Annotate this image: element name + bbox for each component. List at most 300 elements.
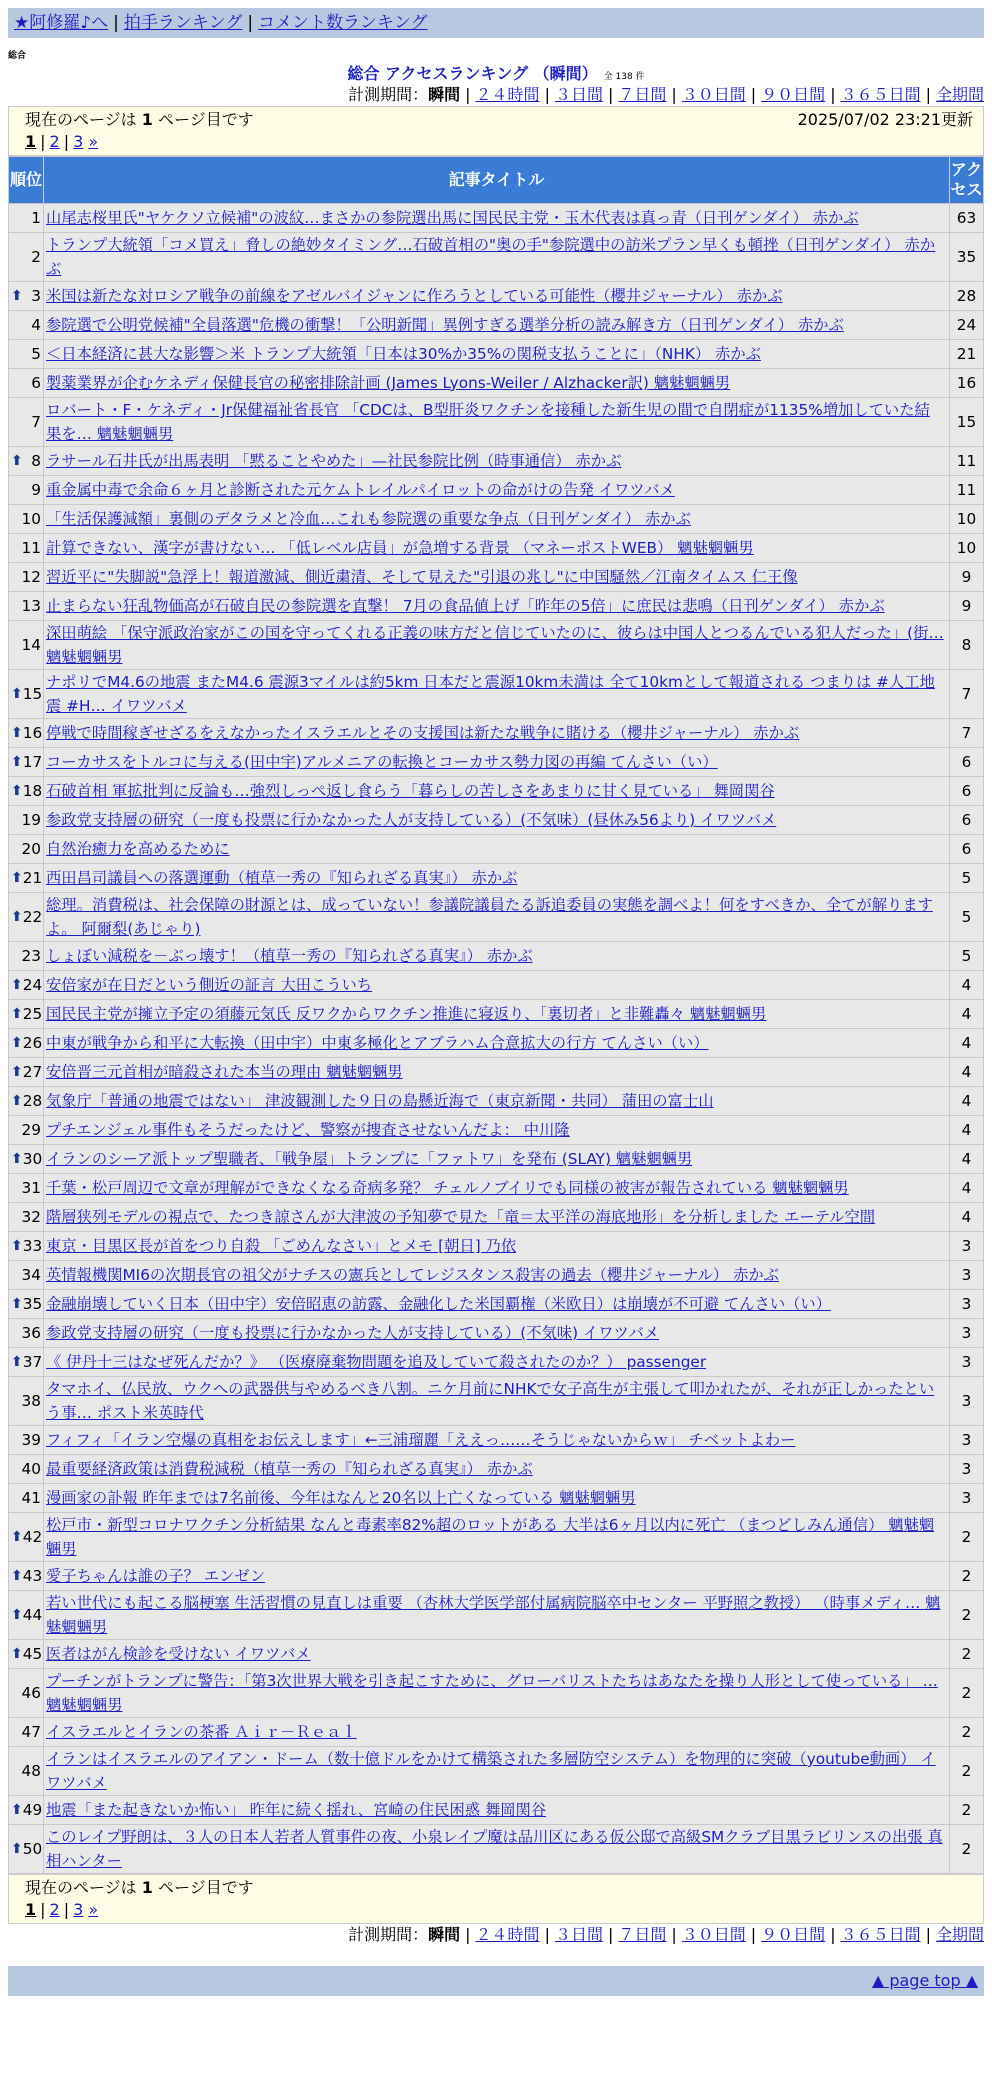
page-status-after: ページ目です <box>158 110 254 129</box>
rank-number: 27 <box>22 1063 43 1081</box>
article-link[interactable]: 山尾志桜里氏"ヤケクソ立候補"の波紋…まさかの参院選出馬に国民民主党・玉木代表は真っ青（日刊ゲンダイ） 赤かぶ <box>46 209 859 227</box>
article-link[interactable]: 金融崩壊していく日本（田中宇）安倍昭恵の訪露、金融化した米国覇権（米欧日）は崩壊が不可避 てんさい（い） <box>46 1295 832 1313</box>
article-link[interactable]: 西田昌司議員への落選運動（植草一秀の『知られざる真実』） 赤かぶ <box>46 869 518 887</box>
rank-number: 39 <box>21 1431 41 1449</box>
rank-number: 15 <box>22 685 43 703</box>
table-row <box>9 1455 984 1484</box>
article-link[interactable]: 習近平に"失脚説"急浮上！報道激減、側近粛清、そして見えた"引退の兆し"に中国騒然／江南タイムス 仁王像 <box>46 568 798 586</box>
title-cell <box>44 835 950 864</box>
page-status <box>25 1877 254 1899</box>
rank-cell <box>9 1455 44 1484</box>
rank-number: 13 <box>21 597 41 615</box>
count-column-header: アクセス <box>950 157 984 204</box>
access-count: 4 <box>950 1145 984 1174</box>
period-link[interactable]: ２４時間 <box>475 85 540 104</box>
table-row <box>9 1029 984 1058</box>
page-link[interactable]: 2 <box>49 132 60 151</box>
title-cell <box>44 971 950 1000</box>
title-cell <box>44 1348 950 1377</box>
rank-cell <box>9 1000 44 1029</box>
rank-up-arrow-icon: ⬆ <box>11 1238 23 1254</box>
rank-cell <box>9 1484 44 1513</box>
access-count: 2 <box>950 1513 984 1562</box>
article-link[interactable]: プーチンがトランプに警告：「第3次世界大戦を引き起こすために、グローバリストたちはあなたを操り人形として使っている」 … 魑魅魍魎男 <box>46 1672 938 1714</box>
table-row <box>9 592 984 621</box>
period-label: 計測期間： <box>348 1925 429 1944</box>
period-current: 瞬間 <box>428 85 461 104</box>
rank-number: 23 <box>21 947 41 965</box>
rank-cell <box>9 1513 44 1562</box>
access-count: 4 <box>950 1203 984 1232</box>
table-row <box>9 282 984 311</box>
access-count: 35 <box>950 233 984 282</box>
article-link[interactable]: 製薬業界が企むケネディ保健長官の秘密排除計画 (James Lyons-Weiler / Alzhacker訳) 魑魅魍魎男 <box>46 374 731 392</box>
rank-number: 34 <box>21 1266 41 1284</box>
next-page-link[interactable]: » <box>88 132 99 151</box>
article-link[interactable]: 階層狭列モデルの視点で、たつき諒さんが大津波の予知夢で見た「竜＝太平洋の海底地形」を分析しました エーテル空間 <box>46 1208 876 1226</box>
access-count: 2 <box>950 1640 984 1669</box>
period-link[interactable]: ３６５日間 <box>840 1925 921 1944</box>
pager-status-line <box>25 1877 973 1899</box>
table-row <box>9 1562 984 1591</box>
article-link[interactable]: しょぼい減税を－ぶっ壊す！（植草一秀の『知られざる真実』） 赤かぶ <box>46 947 533 965</box>
access-count: 2 <box>950 1669 984 1718</box>
rank-number: 40 <box>21 1460 41 1478</box>
table-row <box>9 748 984 777</box>
table-row <box>9 398 984 447</box>
rank-number: 10 <box>21 510 41 528</box>
rank-up-arrow-icon: ⬆ <box>11 1802 23 1818</box>
access-count: 5 <box>950 864 984 893</box>
rank-cell <box>9 447 44 476</box>
period-separator: | <box>607 85 614 104</box>
rank-number: 32 <box>21 1208 41 1226</box>
title-cell <box>44 1591 950 1640</box>
rank-cell <box>9 1174 44 1203</box>
period-separator: | <box>925 1925 931 1944</box>
access-count: 21 <box>950 340 984 369</box>
rank-up-arrow-icon: ⬆ <box>11 1151 23 1167</box>
article-link[interactable]: 松戸市・新型コロナワクチン分析結果 なんと毒素率82%超のロットがある 大半は6ヶ月以内に死亡 （まつどしみん通信） 魑魅魍魎男 <box>46 1516 935 1558</box>
title-cell <box>44 748 950 777</box>
article-link[interactable]: 気象庁「普通の地震ではない」 津波観測した９日の島懸近海で（東京新聞・共同） 蒲田の富士山 <box>46 1092 714 1110</box>
article-link[interactable]: フィフィ「イラン空爆の真相をお伝えします」←三浦瑠麗「ええっ……そうじゃないからｗ」 チベットよわー <box>46 1431 796 1449</box>
article-link[interactable]: ロバート・F・ケネディ・Jr保健福祉省長官 「CDCは、B型肝炎ワクチンを接種した新生児の間で自閉症が1135%増加していた結果を… 魑魅魍魎男 <box>46 401 930 443</box>
title-cell <box>44 1145 950 1174</box>
rank-cell <box>9 1669 44 1718</box>
article-link[interactable]: プチエンジェル事件もそうだったけど、警察が捜査させないんだよ： 中川隆 <box>46 1121 570 1139</box>
article-link[interactable]: 《 伊丹十三はなぜ死んだか？》 （医療廃棄物問題を追及していて殺されたのか？） passenger <box>46 1353 707 1371</box>
table-row <box>9 505 984 534</box>
title-cell <box>44 719 950 748</box>
access-count: 3 <box>950 1455 984 1484</box>
rank-number: 36 <box>21 1324 41 1342</box>
page-status-after: ページ目です <box>158 1878 254 1897</box>
article-link[interactable]: 安倍家が在日だという側近の証言 大田こういち <box>46 976 373 994</box>
rank-number: 21 <box>22 869 43 887</box>
rank-number: 38 <box>21 1392 41 1410</box>
rank-cell <box>9 233 44 282</box>
rank-cell <box>9 1319 44 1348</box>
rank-cell <box>9 311 44 340</box>
table-row <box>9 1718 984 1747</box>
access-count: 28 <box>950 282 984 311</box>
page-status-number: 1 <box>141 110 153 129</box>
access-count: 4 <box>950 1000 984 1029</box>
article-link[interactable]: このレイプ野朗は、３人の日本人若者人質事件の夜、小泉レイプ魔は品川区にある仮公邸で高級SMクラブ目黒ラビリンスの出張 真相ハンター <box>46 1828 943 1870</box>
article-link[interactable]: 若い世代にも起こる脳梗塞 生活習慣の見直しは重要 （杏林大学医学部付属病院脳卒中センター 平野照之教授） （時事メディ… 魑魅魍魎男 <box>46 1594 941 1636</box>
period-separator: | <box>607 1925 614 1944</box>
rank-number: 1 <box>31 209 41 227</box>
access-count: 11 <box>950 447 984 476</box>
title-cell <box>44 1377 950 1426</box>
rank-number: 14 <box>21 636 41 654</box>
title-cell <box>44 1319 950 1348</box>
title-cell <box>44 369 950 398</box>
rank-cell <box>9 1377 44 1426</box>
rank-number: 24 <box>22 976 43 994</box>
home-link[interactable]: ★阿修羅♪へ <box>14 13 109 33</box>
rank-up-arrow-icon: ⬆ <box>11 453 23 469</box>
rank-cell <box>9 719 44 748</box>
period-link[interactable]: ２４時間 <box>475 1925 540 1944</box>
period-link[interactable]: ７日間 <box>618 1925 667 1944</box>
rank-up-arrow-icon: ⬆ <box>11 1006 23 1022</box>
rank-column-header: 順位 <box>9 157 44 204</box>
period-link[interactable]: 全期間 <box>935 1925 984 1944</box>
table-row <box>9 1377 984 1426</box>
period-link[interactable]: 全期間 <box>935 85 984 104</box>
table-row <box>9 534 984 563</box>
article-link[interactable]: 自然治癒力を高めるために <box>46 840 230 858</box>
article-link[interactable]: コーカサスをトルコに与える(田中宇)アルメニアの転換とコーカサス勢力図の再編 てんさい（い） <box>46 753 718 771</box>
period-separator: | <box>750 1925 757 1944</box>
title-cell <box>44 1116 950 1145</box>
title-cell <box>44 1174 950 1203</box>
article-link[interactable]: 参政党支持層の研究（一度も投票に行かなかった人が支持している）(不気味) イワツバメ <box>46 1324 660 1342</box>
title-cell <box>44 1029 950 1058</box>
table-row <box>9 1640 984 1669</box>
rank-cell <box>9 1348 44 1377</box>
rank-cell <box>9 1116 44 1145</box>
page-link[interactable]: 3 <box>73 132 84 151</box>
period-separator: | <box>830 85 836 104</box>
page-title: 総合 アクセスランキング （瞬間） <box>347 64 598 83</box>
rank-cell <box>9 1058 44 1087</box>
rank-number: 29 <box>21 1121 41 1139</box>
access-count: 4 <box>950 1087 984 1116</box>
title-cell <box>44 476 950 505</box>
period-link[interactable]: ３日間 <box>554 85 603 104</box>
table-row <box>9 1087 984 1116</box>
rank-cell <box>9 1640 44 1669</box>
rank-number: 8 <box>31 452 41 470</box>
article-link[interactable]: ラサール石井氏が出馬表明 「黙ることやめた」—社民参院比例（時事通信） 赤かぶ <box>46 452 622 470</box>
table-row <box>9 670 984 719</box>
rank-cell <box>9 748 44 777</box>
article-link[interactable]: 停戦で時間稼ぎせざるをえなかったイスラエルとその支援国は新たな戦争に賭ける（櫻井ジャーナル） 赤かぶ <box>46 724 800 742</box>
article-link[interactable]: 深田萌絵 「保守派政治家がこの国を守ってくれる正義の味方だと信じていたのに、彼らは中国人とつるんでいる犯人だった」(街… 魑魅魍魎男 <box>46 624 944 666</box>
article-link[interactable]: タマホイ、仏民放、ウクへの武器供与やめるべき八割。ニケ月前にNHKで女子高生が主張して叩かれたが、それが正しかったという事… ポスト米英時代 <box>46 1380 935 1422</box>
table-row <box>9 1145 984 1174</box>
rank-up-arrow-icon: ⬆ <box>11 1841 23 1857</box>
article-link[interactable]: 東京・目黒区長が首をつり自殺 「ごめんなさい」とメモ [朝日] 乃依 <box>46 1237 517 1255</box>
access-count: 5 <box>950 893 984 942</box>
rank-cell <box>9 534 44 563</box>
article-link[interactable]: 米国は新たな対ロシア戦争の前線をアゼルバイジャンに作ろうとしている可能性（櫻井ジャーナル） 赤かぶ <box>46 287 783 305</box>
rank-up-arrow-icon: ⬆ <box>11 754 23 770</box>
article-link[interactable]: イスラエルとイランの茶番 Ａｉｒ－Ｒｅａｌ <box>46 1723 357 1741</box>
article-link[interactable]: 医者はがん検診を受けない イワツバメ <box>46 1645 311 1663</box>
article-link[interactable]: 参院選で公明党候補"全員落選"危機の衝撃！「公明新聞」異例すぎる選挙分析の読み解き方（日刊ゲンダイ） 赤かぶ <box>46 316 844 334</box>
rank-number: 19 <box>21 811 41 829</box>
rank-cell <box>9 563 44 592</box>
rank-up-arrow-icon: ⬆ <box>11 1035 23 1051</box>
title-column-header: 記事タイトル <box>44 157 950 204</box>
page-separator: | <box>40 1900 46 1919</box>
title-cell <box>44 1000 950 1029</box>
article-link[interactable]: 国民民主党が擁立予定の須藤元気氏 反ワクからワクチン推進に寝返り、「裏切者」と非難轟々 魑魅魍魎男 <box>46 1005 767 1023</box>
rank-number: 31 <box>21 1179 41 1197</box>
article-link[interactable]: 計算できない、漢字が書けない… 「低レベル店員」が急増する背景 （マネーポストWEB） 魑魅魍魎男 <box>46 539 754 557</box>
rank-cell <box>9 1426 44 1455</box>
rank-number: 12 <box>21 568 41 586</box>
table-row <box>9 1513 984 1562</box>
page-link[interactable]: 3 <box>73 1900 84 1919</box>
table-row <box>9 893 984 942</box>
table-row <box>9 864 984 893</box>
title-cell <box>44 204 950 233</box>
rank-number: 47 <box>21 1723 41 1741</box>
access-count: 3 <box>950 1377 984 1426</box>
period-link[interactable]: ７日間 <box>618 85 667 104</box>
rank-number: 6 <box>31 374 41 392</box>
rank-cell <box>9 1825 44 1874</box>
period-separator: | <box>544 1925 550 1944</box>
rank-cell <box>9 971 44 1000</box>
period-selector <box>8 84 984 106</box>
table-row <box>9 621 984 670</box>
article-link[interactable]: イランはイスラエルのアイアン・ドーム（数十億ドルをかけて構築された多層防空システム）を物理的に突破（youtube動画） イワツバメ <box>46 1750 936 1792</box>
access-count: 4 <box>950 1116 984 1145</box>
title-cell <box>44 534 950 563</box>
rank-up-arrow-icon: ⬆ <box>11 725 23 741</box>
access-count: 4 <box>950 1174 984 1203</box>
access-count: 2 <box>950 1825 984 1874</box>
period-link[interactable]: ３０日間 <box>681 1925 746 1944</box>
page-separator: | <box>40 132 46 151</box>
title-cell <box>44 1290 950 1319</box>
access-count: 63 <box>950 204 984 233</box>
table-row <box>9 233 984 282</box>
rank-up-arrow-icon: ⬆ <box>11 783 23 799</box>
access-count: 9 <box>950 563 984 592</box>
period-label: 計測期間： <box>348 85 429 104</box>
rank-number: 37 <box>22 1353 43 1371</box>
table-row <box>9 1116 984 1145</box>
title-cell <box>44 1747 950 1796</box>
rank-number: 41 <box>21 1489 41 1507</box>
rank-cell <box>9 1203 44 1232</box>
title-cell <box>44 806 950 835</box>
title-cell <box>44 864 950 893</box>
title-cell <box>44 1825 950 1874</box>
rank-number: 5 <box>31 345 41 363</box>
access-count: 5 <box>950 942 984 971</box>
period-link[interactable]: ３０日間 <box>681 85 746 104</box>
clap-ranking-link[interactable]: 拍手ランキング <box>123 13 243 33</box>
article-link[interactable]: 重金属中毒で余命６ヶ月と診断された元ケムトレイルパイロットの命がけの告発 イワツバメ <box>46 481 675 499</box>
article-link[interactable]: 愛子ちゃんは誰の子？ エンゼン <box>46 1567 266 1585</box>
article-link[interactable]: 中東が戦争から和平に大転換（田中宇）中東多極化とアブラハム合意拡大の行方 てんさい（い） <box>46 1034 709 1052</box>
title-cell <box>44 1718 950 1747</box>
title-cell <box>44 563 950 592</box>
page-separator: | <box>63 132 70 151</box>
article-link[interactable]: 安倍晋三元首相が暗殺された本当の理由 魑魅魍魎男 <box>46 1063 403 1081</box>
rank-cell <box>9 777 44 806</box>
table-row <box>9 476 984 505</box>
title-cell <box>44 1426 950 1455</box>
table-header-row <box>9 157 984 204</box>
access-count: 3 <box>950 1426 984 1455</box>
rank-cell <box>9 1718 44 1747</box>
access-count: 10 <box>950 534 984 563</box>
rank-number: 4 <box>31 316 41 334</box>
rank-number: 3 <box>31 287 41 305</box>
rank-up-arrow-icon: ⬆ <box>11 686 23 702</box>
rank-cell <box>9 340 44 369</box>
article-link[interactable]: ナポリでM4.6の地震 またM4.6 震源3マイルは約5km 日本だと震源10km未満は 全て10kmとして報道される つまりは #人工地震 #H… イワツバメ <box>46 673 935 715</box>
comment-ranking-link[interactable]: コメント数ランキング <box>258 13 428 33</box>
title-cell <box>44 621 950 670</box>
article-link[interactable]: イランのシーア派トップ聖職者、「戦争屋」トランプに「ファトワ」を発布 (SLAY) 魑魅魍魎男 <box>46 1150 693 1168</box>
access-count: 7 <box>950 670 984 719</box>
period-link[interactable]: ３日間 <box>554 1925 603 1944</box>
title-cell <box>44 1232 950 1261</box>
title-cell <box>44 311 950 340</box>
title-cell <box>44 1513 950 1562</box>
article-link[interactable]: 最重要経済政策は消費税減税（植草一秀の『知られざる真実』） 赤かぶ <box>46 1460 533 1478</box>
article-link[interactable]: 英情報機関MI6の次期長官の祖父がナチスの憲兵としてレジスタンス殺害の過去（櫻井ジャーナル） 赤かぶ <box>46 1266 779 1284</box>
period-link[interactable]: ９０日間 <box>761 85 826 104</box>
table-row <box>9 777 984 806</box>
rank-cell <box>9 1029 44 1058</box>
article-link[interactable]: 止まらない狂乱物価高が石破自民の参院選を直撃！ 7月の食品値上げ「昨年の5倍」に庶民は悲鳴（日刊ゲンダイ） 赤かぶ <box>46 597 885 615</box>
article-link[interactable]: 「生活保護減額」裏側のデタラメと冷血…これも参院選の重要な争点（日刊ゲンダイ） 赤かぶ <box>46 510 691 528</box>
rank-number: 2 <box>31 248 41 266</box>
title-cell <box>44 1058 950 1087</box>
title-cell <box>44 447 950 476</box>
access-count: 2 <box>950 1796 984 1825</box>
rank-cell <box>9 1796 44 1825</box>
article-link[interactable]: 漫画家の訃報 昨年までは7名前後、今年はなんと20名以上亡くなっている 魑魅魍魎男 <box>46 1489 636 1507</box>
next-page-link[interactable]: » <box>88 1900 99 1919</box>
rank-cell <box>9 1747 44 1796</box>
footer-bar <box>8 1966 984 1996</box>
updated-timestamp: 2025/07/02 23:21更新 <box>797 110 973 129</box>
title-cell <box>44 942 950 971</box>
table-row <box>9 1825 984 1874</box>
page-current: 1 <box>25 1900 37 1919</box>
title-cell <box>44 893 950 942</box>
rank-up-arrow-icon: ⬆ <box>11 1354 23 1370</box>
access-count: 3 <box>950 1261 984 1290</box>
title-cell <box>44 1562 950 1591</box>
title-cell <box>44 282 950 311</box>
page-top-link[interactable]: ▲ page top ▲ <box>871 1971 978 1990</box>
access-count: 10 <box>950 505 984 534</box>
table-row <box>9 563 984 592</box>
rank-number: 49 <box>22 1801 43 1819</box>
rank-up-arrow-icon: ⬆ <box>11 977 23 993</box>
table-row <box>9 1591 984 1640</box>
period-link[interactable]: ３６５日間 <box>840 85 921 104</box>
rank-number: 43 <box>22 1567 43 1585</box>
table-row <box>9 835 984 864</box>
rank-cell <box>9 1591 44 1640</box>
period-separator: | <box>465 85 471 104</box>
access-count: 4 <box>950 971 984 1000</box>
page-links <box>25 1899 973 1921</box>
table-row <box>9 1426 984 1455</box>
table-row <box>9 1348 984 1377</box>
table-row <box>9 1484 984 1513</box>
nav-separator: | <box>113 13 119 33</box>
pager-bottom <box>8 1874 984 1924</box>
title-cell <box>44 398 950 447</box>
table-row <box>9 311 984 340</box>
rank-number: 16 <box>22 724 43 742</box>
access-count: 16 <box>950 369 984 398</box>
period-link[interactable]: ９０日間 <box>761 1925 826 1944</box>
article-link[interactable]: 石破首相 軍拡批判に反論も…強烈しっぺ返し食らう「暮らしの苦しさをあまりに甘く見ている」 舞岡関谷 <box>46 782 775 800</box>
access-count: 3 <box>950 1348 984 1377</box>
article-link[interactable]: ＜日本経済に甚大な影響＞米 トランプ大統領「日本は30%か35%の関税支払うことに」（NHK） 赤かぶ <box>46 345 761 363</box>
rank-cell <box>9 806 44 835</box>
article-link[interactable]: 千葉・松戸周辺で文章が理解ができなくなる奇病多発？ チェルノブイリでも同様の被害が報告されている 魑魅魍魎男 <box>46 1179 849 1197</box>
rank-number: 30 <box>22 1150 43 1168</box>
period-separator: | <box>544 85 550 104</box>
article-link[interactable]: 総理。消費税は、社会保障の財源とは、成っていない！参議院議員たる訴追委員の実態を調べよ！何をすべきか、全てが解りますよ。 阿爾梨(あじゃり) <box>46 896 933 938</box>
rank-number: 18 <box>22 782 43 800</box>
page-status-before: 現在のページは <box>25 1878 137 1897</box>
rank-up-arrow-icon: ⬆ <box>11 1568 23 1584</box>
article-link[interactable]: 参政党支持層の研究（一度も投票に行かなかった人が支持している）(不気味）(昼休み56より) イワツバメ <box>46 811 777 829</box>
table-row <box>9 1669 984 1718</box>
rank-cell <box>9 621 44 670</box>
article-link[interactable]: トランプ大統領「コメ買え」脅しの絶妙タイミング…石破首相の"奥の手"参院選中の訪米プラン早くも頓挫（日刊ゲンダイ） 赤かぶ <box>46 236 936 278</box>
page-link[interactable]: 2 <box>49 1900 60 1919</box>
period-separator: | <box>925 85 931 104</box>
rank-number: 22 <box>22 908 43 926</box>
page-status <box>25 109 254 131</box>
title-cell <box>44 1087 950 1116</box>
rank-number: 42 <box>22 1528 43 1546</box>
title-cell <box>44 1796 950 1825</box>
rank-cell <box>9 942 44 971</box>
title-cell <box>44 670 950 719</box>
rank-number: 17 <box>22 753 43 771</box>
period-separator: | <box>750 85 757 104</box>
access-count: 24 <box>950 311 984 340</box>
table-row <box>9 1319 984 1348</box>
article-link[interactable]: 地震「また起きないか怖い」 昨年に続く揺れ、宮崎の住民困惑 舞岡関谷 <box>46 1801 547 1819</box>
rank-up-arrow-icon: ⬆ <box>11 1646 23 1662</box>
table-row <box>9 447 984 476</box>
rank-number: 9 <box>31 481 41 499</box>
table-row <box>9 369 984 398</box>
access-count: 2 <box>950 1591 984 1640</box>
